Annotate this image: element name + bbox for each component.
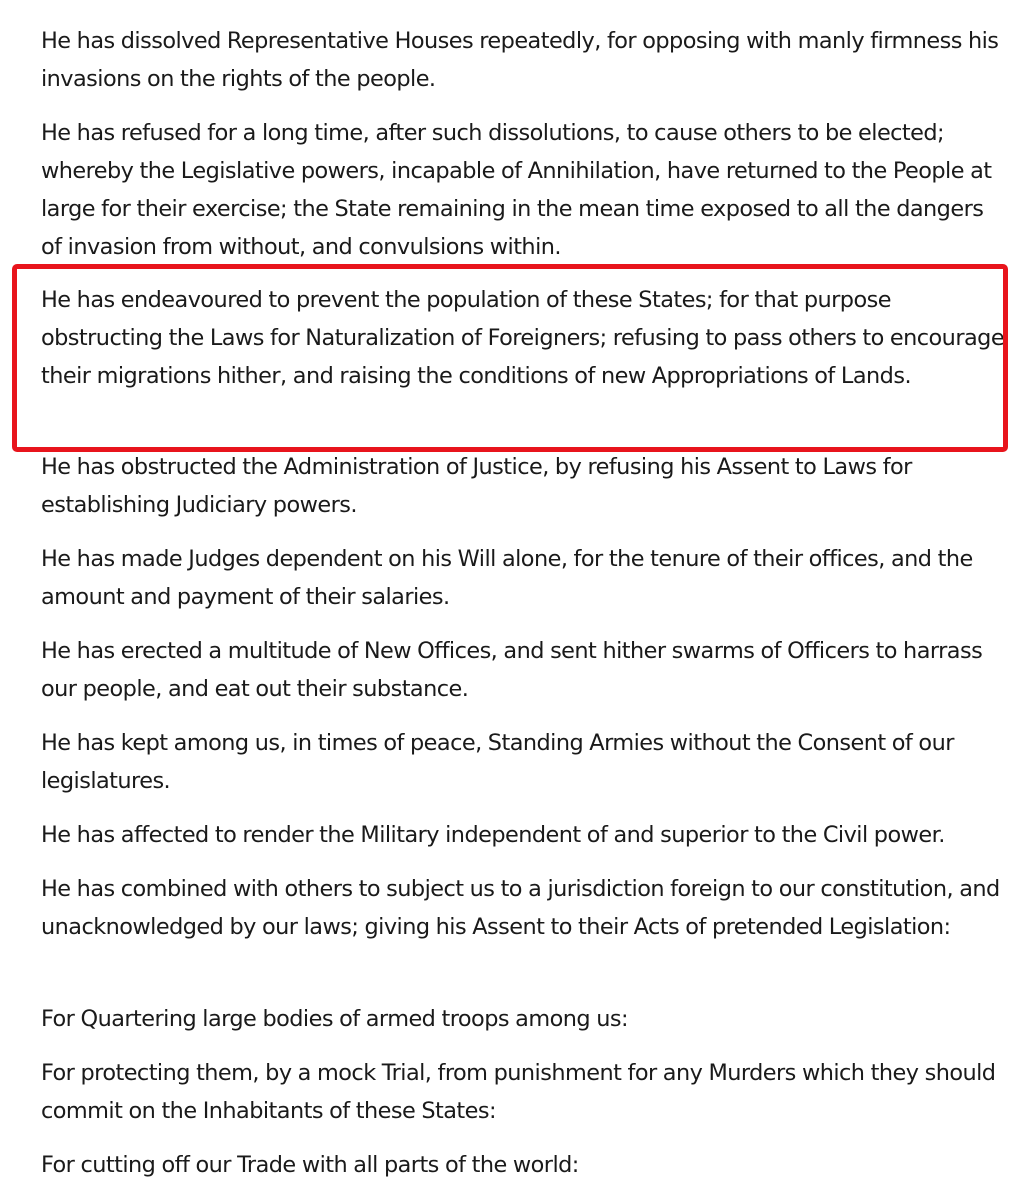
paragraph: He has made Judges dependent on his Will alone, for the tenure of their offices, and the amount and payment of their salaries. (41, 546, 973, 610)
paragraph: He has refused for a long time, after such dissolutions, to cause others to be elected; whereby the Legislative powers, incapable of Annihilation, have returned to the People at large for their exercise; the State remaining in the mean time exposed to all the dangers of invasion from without, and convulsions within. (41, 120, 992, 260)
paragraph: For protecting them, by a mock Trial, from punishment for any Murders which they should commit on the Inhabitants of these States: (41, 1060, 996, 1124)
paragraph: For cutting off our Trade with all parts of the world: (41, 1152, 579, 1178)
paragraph: He has combined with others to subject us to a jurisdiction foreign to our constitution, and unacknowledged by our laws; giving his Assent to their Acts of pretended Legislation: (41, 876, 1000, 940)
paragraph: For Quartering large bodies of armed troops among us: (41, 1006, 628, 1032)
paragraph: He has dissolved Representative Houses repeatedly, for opposing with manly firmness his invasions on the rights of the people. (41, 28, 999, 92)
paragraph: He has kept among us, in times of peace, Standing Armies without the Consent of our legislatures. (41, 730, 954, 794)
paragraph: He has affected to render the Military independent of and superior to the Civil power. (41, 822, 945, 848)
paragraph-highlighted: He has endeavoured to prevent the population of these States; for that purpose obstructing the Laws for Naturalization of Foreigners; refusing to pass others to encourage their migrations hither, and raising the conditions of new Appropriations of Lands. (41, 287, 1005, 389)
paragraph: He has obstructed the Administration of Justice, by refusing his Assent to Laws for establishing Judiciary powers. (41, 454, 912, 518)
paragraph: He has erected a multitude of New Offices, and sent hither swarms of Officers to harrass our people, and eat out their substance. (41, 638, 983, 702)
